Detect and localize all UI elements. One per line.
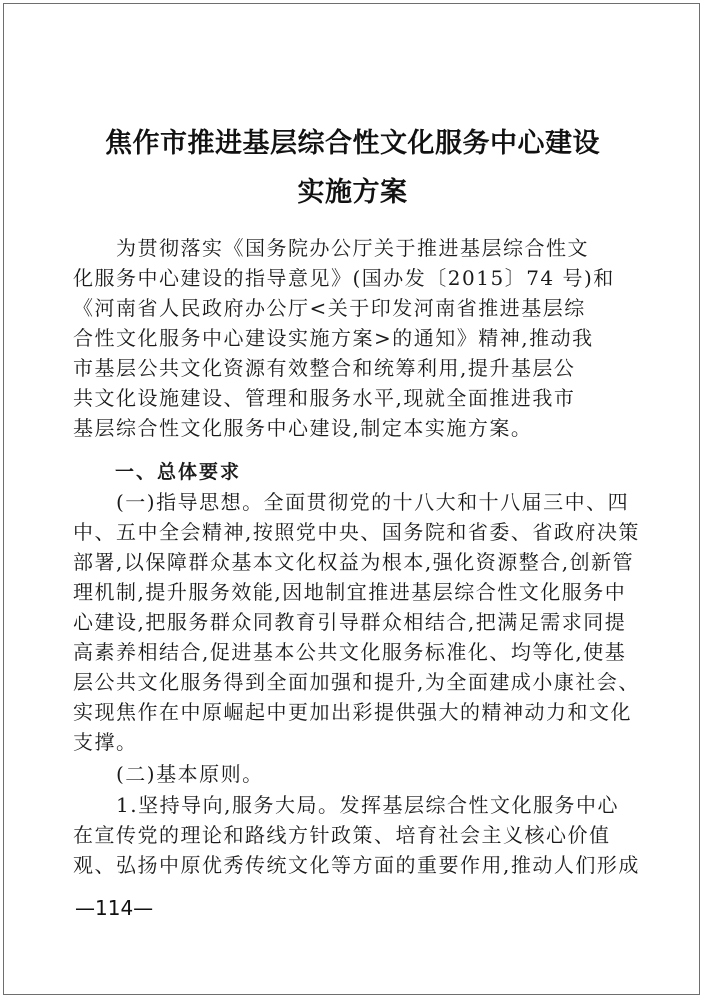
paragraph-line: 在宣传党的理论和路线方针政策、培育社会主义核心价值 bbox=[73, 823, 611, 847]
paragraph-line: 观、弘扬中原优秀传统文化等方面的重要作用,推动人们形成 bbox=[73, 853, 640, 877]
paragraph-line: 心建设,把服务群众同教育引导群众相结合,把满足需求同提 bbox=[73, 610, 627, 634]
section-heading: 一、总体要求 bbox=[73, 461, 242, 483]
document-page bbox=[3, 3, 700, 995]
paragraph-line: 合性文化服务中心建设实施方案>的通知》精神,推动我 bbox=[73, 326, 594, 350]
paragraph-line: 共文化设施建设、管理和服务水平,现就全面推进我市 bbox=[73, 386, 576, 410]
paragraph-line: (一)指导思想。全面贯彻党的十八大和十八届三中、四 bbox=[73, 490, 630, 514]
document-title-line-2: 实施方案 bbox=[297, 177, 408, 208]
page-number: —114— bbox=[75, 896, 154, 920]
paragraph-line: 1.坚持导向,服务大局。发挥基层综合性文化服务中心 bbox=[73, 793, 619, 817]
paragraph-line: 部署,以保障群众基本文化权益为根本,强化资源整合,创新管 bbox=[73, 550, 635, 574]
paragraph-line: 高素养相结合,促进基本公共文化服务标准化、均等化,使基 bbox=[73, 640, 627, 664]
paragraph-line: (二)基本原则。 bbox=[73, 762, 264, 786]
paragraph-line: 实现焦作在中原崛起中更加出彩提供强大的精神动力和文化 bbox=[73, 700, 632, 724]
paragraph-line: 中、五中全会精神,按照党中央、国务院和省委、省政府决策 bbox=[73, 520, 640, 544]
paragraph-line: 理机制,提升服务效能,因地制宜推进基层综合性文化服务中 bbox=[73, 580, 627, 604]
paragraph-line: 市基层公共文化资源有效整合和统筹利用,提升基层公 bbox=[73, 356, 576, 380]
document-title-line-1: 焦作市推进基层综合性文化服务中心建设 bbox=[105, 128, 600, 159]
paragraph-line: 《河南省人民政府办公厅<关于印发河南省推进基层综 bbox=[73, 296, 586, 320]
paragraph-line: 为贯彻落实《国务院办公厅关于推进基层综合性文 bbox=[73, 236, 589, 260]
paragraph-line: 层公共文化服务得到全面加强和提升,为全面建成小康社会、 bbox=[73, 670, 640, 694]
paragraph-line: 化服务中心建设的指导意见》(国办发〔2015〕74 号)和 bbox=[73, 266, 615, 290]
paragraph-line: 基层综合性文化服务中心建设,制定本实施方案。 bbox=[73, 416, 533, 440]
paragraph-line: 支撑。 bbox=[73, 730, 138, 754]
